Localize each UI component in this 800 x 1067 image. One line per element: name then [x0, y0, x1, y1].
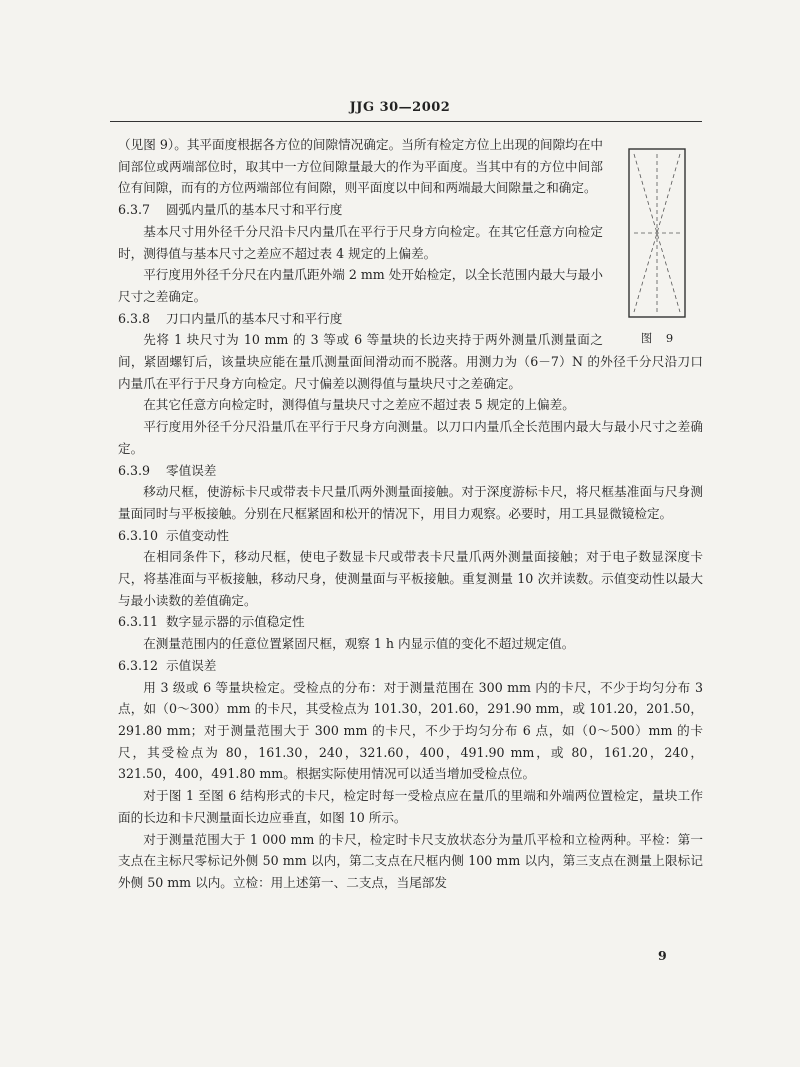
paragraph: 移动尺框，使游标卡尺或带表卡尺量爪两外测量面接触。对于深度游标卡尺，将尺框基准面与尺身测量面同时与平板接触。分别在尺框紧固和松开的情况下，用目力观察。必要时，用工具显微镜检定。	[118, 484, 703, 521]
paragraph: 平行度用外径千分尺在内量爪距外端 2 mm 处开始检定，以全长范围内最大与最小尺寸之差确定。	[118, 267, 603, 304]
section-number: 6.3.10	[118, 527, 159, 543]
section-heading	[118, 525, 703, 547]
figure-9-caption: 图 9	[640, 331, 674, 345]
paragraph: 用 3 级或 6 等量块检定。受检点的分布：对于测量范围在 300 mm 内的卡尺，不少于均匀分布 3 点，如（0～300）mm 的卡尺，其受检点为 101.30，201.60，291.90 mm，或 101.20，201.50，291.80 mm；对于测量范围大于 300 mm 的卡尺，不少于均匀分布 6 点，如（0～500）mm 的卡尺，其受检点为 80，161.30，240，321.60，400，491.90 mm，或 80，161.20，240，321.50，400，491.80 mm。根据实际使用情况可以适当增加受检点位。	[118, 679, 703, 782]
document-body	[118, 134, 703, 894]
section-heading	[118, 460, 703, 482]
paragraph: 平行度用外径千分尺沿量爪在平行于尺身方向测量。以刀口内量爪全长范围内最大与最小尺寸之差确定。	[118, 419, 703, 456]
section-title: 数字显示器的示值稳定性	[166, 614, 305, 630]
running-header: JJG 30—2002	[349, 100, 451, 115]
paragraph: 在其它任意方向检定时，测得值与量块尺寸之差应不超过表 5 规定的上偏差。	[143, 397, 575, 413]
figure-9	[611, 148, 703, 350]
section-number: 6.3.11	[118, 614, 159, 630]
page-number: 9	[658, 948, 667, 963]
paragraph: 在测量范围内的任意位置紧固尺框，观察 1 h 内显示值的变化不超过规定值。	[143, 636, 575, 652]
section-title: 刀口内量爪的基本尺寸和平行度	[166, 310, 343, 326]
section-title: 零值误差	[166, 462, 217, 478]
section-title: 示值误差	[166, 657, 217, 673]
section-number: 6.3.12	[118, 657, 159, 673]
paragraph: 基本尺寸用外径千分尺沿卡尺内量爪在平行于尺身方向检定。在其它任意方向检定时，测得值与基本尺寸之差应不超过表 4 规定的上偏差。	[118, 223, 603, 261]
section-number: 6.3.8	[118, 310, 151, 326]
header-rule	[110, 121, 702, 122]
paragraph: （见图 9）。其平面度根据各方位的间隙情况确定。当所有检定方位上出现的间隙均在中间部位或两端部位时，取其中一方位间隙量最大的作为平面度。当其中有的方位中间部位有间隙，而有的方位两端部位有间隙，则平面度以中间和两端最大间隙量之和确定。	[118, 137, 603, 196]
paragraph: 在相同条件下，移动尺框，使电子数显卡尺或带表卡尺量爪两外测量面接触；对于电子数显深度卡尺，将基准面与平板接触，移动尺身，使测量面与平板接触。重复测量 10 次并读数。示值变动性以最大与最小读数的差值确定。	[118, 549, 703, 608]
flatness-check-diagram	[628, 148, 686, 318]
section-number: 6.3.7	[118, 202, 151, 218]
paragraph: 对于图 1 至图 6 结构形式的卡尺，检定时每一受检点应在量爪的里端和外端两位置检定，量块工作面的长边和卡尺测量面长边应垂直，如图 10 所示。	[118, 788, 703, 825]
paragraph: 先将 1 块尺寸为 10 mm 的 3 等或 6 等量块的长边夹持于两外测量爪测量面之间，紧固螺钉后，该量块应能在量爪测量面间滑动而不脱落。用测力为（6－7）N 的外径千分尺沿刀口内量爪在平行于尺身方向检定。尺寸偏差以测得值与量块尺寸之差确定。	[118, 332, 703, 391]
section-number: 6.3.9	[118, 462, 151, 478]
paragraph: 对于测量范围大于 1 000 mm 的卡尺，检定时卡尺支放状态分为量爪平检和立检两种。平检：第一支点在主标尺零标记外侧 50 mm 以内，第二支点在尺框内侧 100 mm 以内，第三支点在测量上限标记外侧 50 mm 以内。立检：用上述第一、二支点，当尾部发	[118, 831, 703, 890]
section-heading	[118, 655, 703, 677]
section-heading	[118, 611, 703, 633]
section-title: 圆弧内量爪的基本尺寸和平行度	[166, 202, 343, 218]
section-title: 示值变动性	[166, 527, 229, 543]
